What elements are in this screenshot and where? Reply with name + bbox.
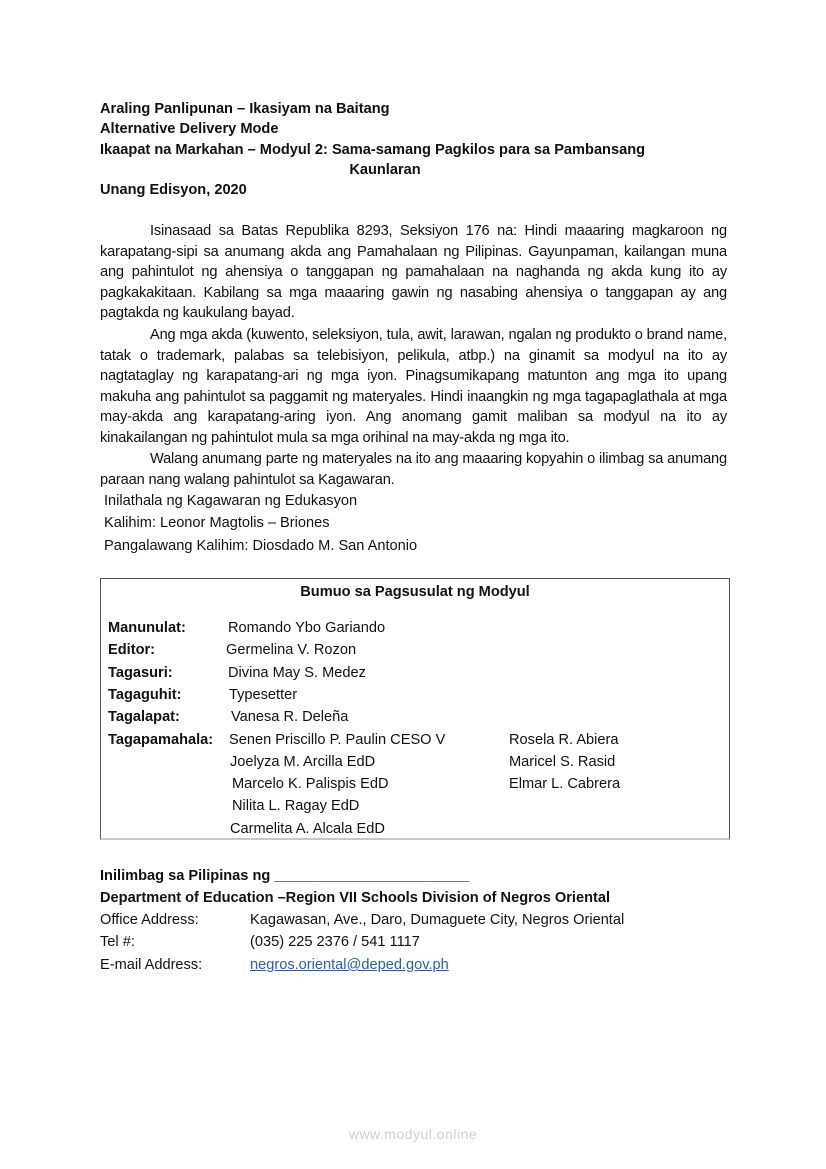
tagapamahala-name: Carmelita A. Alcala EdD [230, 821, 385, 837]
tagapamahala-name: Senen Priscillo P. Paulin CESO V [229, 732, 446, 748]
copyright-paragraph-3: Walang anumang parte ng materyales na ito ang maaaring kopyahin o ilimbag sa anumang paraan nang walang pahintulot sa Kagawaran. [100, 451, 727, 488]
module-title-cont: Kaunlaran [349, 162, 421, 178]
subject-title: Araling Panlipunan – Ikasiyam na Baitang [100, 101, 390, 117]
email-link[interactable]: negros.oriental@deped.gov.ph [250, 957, 449, 973]
editor-value: Germelina V. Rozon [226, 642, 357, 658]
email-label: E-mail Address: [100, 957, 203, 973]
tagasuri-value: Divina May S. Medez [228, 665, 366, 681]
undersecretary: Pangalawang Kalihim: Diosdado M. San Antonio [104, 538, 418, 554]
tagapamahala-name: Nilita L. Ragay EdD [232, 798, 360, 814]
tel-value: (035) 225 2376 / 541 1117 [250, 934, 420, 950]
module-title: Ikaapat na Markahan – Modyul 2: Sama-samang Pagkilos para sa Pambansang [100, 142, 646, 158]
secretary: Kalihim: Leonor Magtolis – Briones [104, 515, 330, 531]
tagapamahala-label: Tagapamahala: [108, 732, 214, 748]
copyright-paragraph-1: Isinasaad sa Batas Republika 8293, Seksiyon 176 na: Hindi maaaring magkaroon ng karapatang-sipi sa anumang akda ang Pamahalaan ng Pilipinas. Gayunpaman, kailangan muna ang pahintulot ng ahensiya o tanggapan ng pamahalaan na naghanda ng akda kung ito ay pagkakakitaan. Kabilang sa mga maaaring gawin ng nasabing ahensiya o tanggapan ay ang pagtakda ng kaukulang bayad. [100, 223, 727, 322]
watermark: www.modyul.online [348, 1126, 478, 1142]
copyright-paragraph-2: Ang mga akda (kuwento, seleksiyon, tula, awit, larawan, ngalan ng produkto o brand name, tatak o trademark, palabas sa telebisiyon, pelikula, atbp.) na ginamit sa modyul na ito ay nagtataglay ng karapatang-ari ng mga iyon. Pinagsumikapang matunton ang mga ito upang makuha ang pahintulot sa paggamit ng materyales. Hindi inaangkin ng mga tagapaglathala at mga may-akda ang karapatang-aring iyon. Ang anomang gamit maliban sa modyul na ito ay kinakailangan ng pahintulot mula sa mga orihinal na may-akda ng mga ito. [100, 327, 727, 446]
tagaguhit-value: Typesetter [229, 687, 298, 703]
manunulat-value: Romando Ybo Gariando [228, 620, 386, 636]
tagaguhit-label: Tagaguhit: [108, 687, 182, 703]
office-address-label: Office Address: [100, 912, 199, 928]
tagasuri-label: Tagasuri: [108, 665, 173, 681]
credits-box [100, 578, 730, 840]
manunulat-label: Manunulat: [108, 620, 186, 636]
credits-title: Bumuo sa Pagsusulat ng Modyul [300, 584, 530, 600]
tagapamahala-name: Elmar L. Cabrera [509, 776, 621, 792]
department-name: Department of Education –Region VII Schools Division of Negros Oriental [100, 890, 611, 906]
tagapamahala-name: Maricel S. Rasid [509, 754, 616, 770]
tagapamahala-name: Joelyza M. Arcilla EdD [230, 754, 376, 770]
delivery-mode: Alternative Delivery Mode [100, 121, 279, 137]
printed-in: Inilimbag sa Pilipinas ng ________________________ [100, 868, 470, 884]
published-by: Inilathala ng Kagawaran ng Edukasyon [104, 493, 358, 509]
edition: Unang Edisyon, 2020 [100, 182, 247, 198]
tagalapat-value: Vanesa R. Deleña [231, 709, 349, 725]
office-address-value: Kagawasan, Ave., Daro, Dumaguete City, Negros Oriental [250, 912, 625, 928]
tel-label: Tel #: [100, 934, 135, 950]
tagalapat-label: Tagalapat: [108, 709, 180, 725]
tagapamahala-name: Marcelo K. Palispis EdD [232, 776, 389, 792]
editor-label: Editor: [108, 642, 156, 658]
tagapamahala-name: Rosela R. Abiera [509, 732, 619, 748]
